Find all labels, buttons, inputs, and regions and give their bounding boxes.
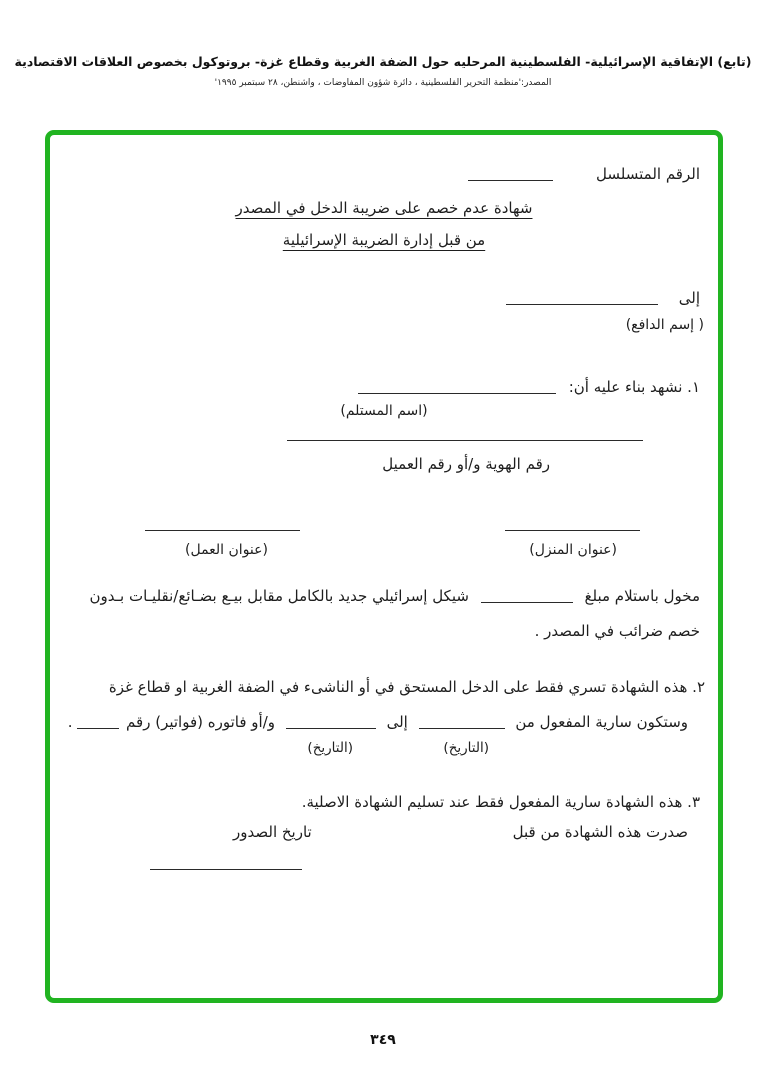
date-caption-from: (التاريخ): [443, 740, 489, 756]
payer-caption-row: [50, 317, 718, 333]
clause-3-text: ٣. هذه الشهادة سارية المفعول فقط عند تسليم الشهادة الاصلية.: [301, 793, 700, 811]
issued-row: [50, 823, 718, 843]
recipient-name-blank: [358, 381, 556, 394]
to-blank: [506, 292, 658, 305]
issue-date-blank: [150, 857, 302, 870]
serial-blank: [468, 168, 553, 181]
address-captions-row: [50, 542, 718, 560]
form-title: شهادة عدم خصم على ضريبة الدخل في المصدر: [235, 199, 533, 217]
recipient-name-caption: (اسم المستلم): [340, 403, 428, 419]
clause-3-row: [50, 793, 718, 811]
issued-by-label: صدرت هذه الشهادة من قبل: [512, 823, 688, 841]
header-title: (تابع) الإتفاقية الإسرائيلية- الفلسطينية المرحليه حول الضفة الغربية وقطاع غزة- بروتوكول بخصوص العلاقات الاقتصادية: [14, 54, 752, 69]
validity-to-label: إلى: [386, 713, 408, 731]
form-title-row: [50, 199, 718, 217]
invoice-number-label: و/أو فاتوره (فواتير) رقم: [126, 713, 275, 731]
date-caption-to: (التاريخ): [307, 740, 353, 756]
amount-paragraph-row: [50, 587, 718, 605]
serial-row: [50, 165, 718, 183]
id-line-row: [50, 425, 718, 443]
invoice-number-blank: [77, 716, 119, 729]
issue-date-label: تاريخ الصدور: [233, 823, 312, 841]
clause-2-text: ٢. هذه الشهادة تسري فقط على الدخل المستحق في أو الناشىء في الضفة الغربية او قطاع غزة: [108, 678, 705, 696]
id-number-blank: [287, 428, 643, 441]
home-address-caption: (عنوان المنزل): [529, 542, 617, 558]
document-header: [0, 54, 766, 88]
amount-text-before: مخول باستلام مبلغ: [584, 587, 700, 605]
amount-blank: [481, 590, 573, 603]
validity-from-label: وستكون سارية المفعول من: [515, 713, 688, 731]
clause-2-row: [50, 678, 718, 696]
form-subtitle-row: [50, 231, 718, 249]
clause-1-text: ١. نشهد بناء عليه أن:: [568, 378, 700, 396]
id-number-caption: رقم الهوية و/أو رقم العميل: [382, 455, 550, 473]
amount-line2: خصم ضرائب في المصدر .: [534, 622, 700, 640]
date-to-blank: [286, 716, 376, 729]
date-from-blank: [419, 716, 505, 729]
address-blanks-row: [50, 518, 718, 534]
header-source: المصدر:'منظمة التحرير الفلسطينية ، دائرة شؤون المفاوضات ، واشنطن، ٢٨ سبتمبر ١٩٩٥': [214, 78, 552, 88]
work-address-blank: [145, 518, 300, 531]
signature-line-row: [50, 857, 718, 873]
to-label: إلى: [678, 289, 700, 307]
payer-name-caption: ( إسم الدافع): [625, 317, 704, 333]
to-row: [50, 289, 718, 307]
clause-2-period: .: [67, 713, 73, 731]
serial-label: الرقم المتسلسل: [596, 165, 700, 183]
amount-text-after: شيكل إسرائيلي جديد بالكامل مقابل بيـع بضـائع/نقليـات بـدون: [89, 587, 469, 605]
amount-line2-row: [50, 622, 718, 640]
form-border-box: [45, 130, 723, 1003]
recipient-caption-row: [50, 403, 718, 419]
work-address-caption: (عنوان العمل): [185, 542, 268, 558]
clause-1-row: [50, 378, 718, 396]
page-number: ٣٤٩: [370, 1032, 396, 1048]
home-address-blank: [505, 518, 640, 531]
date-captions-row: [50, 740, 718, 758]
form-subtitle: من قبل إدارة الضريبة الإسرائيلية: [282, 231, 486, 249]
clause-2-dates-row: [50, 713, 718, 731]
id-caption-row: [50, 455, 718, 473]
